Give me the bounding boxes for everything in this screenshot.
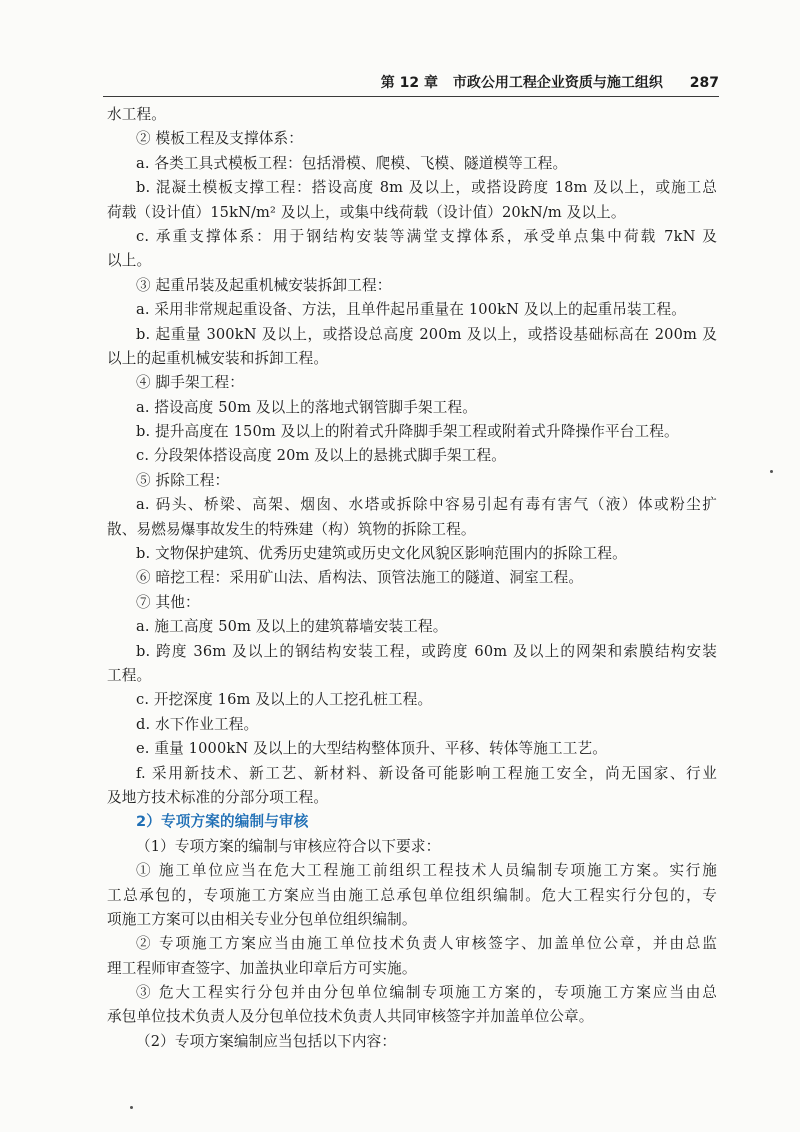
text-line: a. 施工高度 50m 及以上的建筑幕墙安装工程。: [136, 618, 448, 636]
section-heading: 2）专项方案的编制与审核: [136, 813, 309, 831]
chapter-title: 市政公用工程企业资质与施工组织: [452, 75, 663, 91]
chapter-label: 第 12 章: [380, 75, 439, 91]
section-item-other: ⑦ 其他：: [136, 593, 200, 611]
text-line: 理工程师审查签字、加盖执业印章后方可实施。: [107, 959, 417, 977]
section-item-scaffolding: ④ 脚手架工程：: [136, 374, 244, 392]
text-line: b. 起重量 300kN 及以上，或搭设总高度 200m 及以上，或搭设基础标高在 200m 及: [136, 325, 717, 343]
running-header: [103, 72, 719, 97]
body-text: [107, 103, 717, 1054]
text-line: f. 采用新技术、新工艺、新材料、新设备可能影响工程施工安全，尚无国家、行业: [136, 764, 717, 782]
text-line: 荷载（设计值）15kN/m² 及以上，或集中线荷载（设计值）20kN/m 及以上。: [107, 203, 626, 221]
text-line: ② 专项施工方案应当由施工单位技术负责人审核签字、加盖单位公章，并由总监: [136, 935, 717, 953]
text-line: 项施工方案可以由相关专业分包单位组织编制。: [107, 910, 417, 928]
section-item-demolition: ⑤ 拆除工程：: [136, 471, 230, 489]
text-line: c. 开挖深度 16m 及以上的人工挖孔桩工程。: [136, 691, 433, 709]
section-item-lifting: ③ 起重吊装及起重机械安装拆卸工程：: [136, 276, 392, 294]
text-line: a. 采用非常规起重设备、方法，且单件起吊重量在 100kN 及以上的起重吊装工程。: [136, 301, 687, 319]
page-number: 287: [689, 75, 719, 91]
text-line: 工程。: [107, 666, 152, 684]
text-line: b. 文物保护建筑、优秀历史建筑或历史文化风貌区影响范围内的拆除工程。: [136, 545, 627, 563]
text-line: e. 重量 1000kN 及以上的大型结构整体顶升、平移、转体等施工工艺。: [136, 740, 607, 758]
text-line: c. 承重支撑体系：用于钢结构安装等满堂支撑体系，承受单点集中荷载 7kN 及: [136, 227, 717, 245]
text-line: 以上的起重机械安装和拆卸工程。: [107, 349, 329, 367]
text-line: d. 水下作业工程。: [136, 715, 259, 733]
text-line: a. 码头、桥梁、高架、烟囱、水塔或拆除中容易引起有毒有害气（液）体或粉尘扩: [136, 496, 717, 514]
text-line: a. 各类工具式模板工程：包括滑模、爬模、飞模、隧道模等工程。: [136, 154, 568, 172]
text-line: 工总承包的，专项施工方案应当由施工总承包单位组织编制。危大工程实行分包的，专: [107, 886, 717, 904]
text-line: （2）专项方案编制应当包括以下内容：: [136, 1032, 397, 1050]
scan-speck: [770, 470, 773, 473]
section-item-tunneling: ⑥ 暗挖工程：采用矿山法、盾构法、顶管法施工的隧道、洞室工程。: [136, 569, 584, 587]
header-right: [381, 72, 719, 92]
text-line: 以上。: [107, 252, 152, 270]
text-line: 散、易燃易爆事故发生的特殊建（构）筑物的拆除工程。: [107, 520, 476, 538]
text-line: ① 施工单位应当在危大工程施工前组织工程技术人员编制专项施工方案。实行施: [136, 862, 717, 880]
text-line: b. 提升高度在 150m 及以上的附着式升降脚手架工程或附着式升降操作平台工程。: [136, 423, 679, 441]
text-line: ③ 危大工程实行分包并由分包单位编制专项施工方案的，专项施工方案应当由总: [136, 984, 717, 1002]
text-line: c. 分段架体搭设高度 20m 及以上的悬挑式脚手架工程。: [136, 447, 506, 465]
text-line: （1）专项方案的编制与审核应符合以下要求：: [136, 837, 441, 855]
text-line: b. 混凝土模板支撑工程：搭设高度 8m 及以上，或搭设跨度 18m 及以上，或施工总: [136, 179, 717, 197]
section-item-formwork: ② 模板工程及支撑体系：: [136, 130, 303, 148]
text-line: a. 搭设高度 50m 及以上的落地式钢管脚手架工程。: [136, 398, 477, 416]
text-line: 及地方技术标准的分部分项工程。: [107, 788, 329, 806]
text-line: 承包单位技术负责人及分包单位技术负责人共同审核签字并加盖单位公章。: [107, 1008, 594, 1026]
text-line: b. 跨度 36m 及以上的钢结构安装工程，或跨度 60m 及以上的网架和索膜结构安装: [136, 642, 717, 660]
text-line: 水工程。: [107, 106, 166, 123]
scan-speck: [130, 1106, 133, 1109]
